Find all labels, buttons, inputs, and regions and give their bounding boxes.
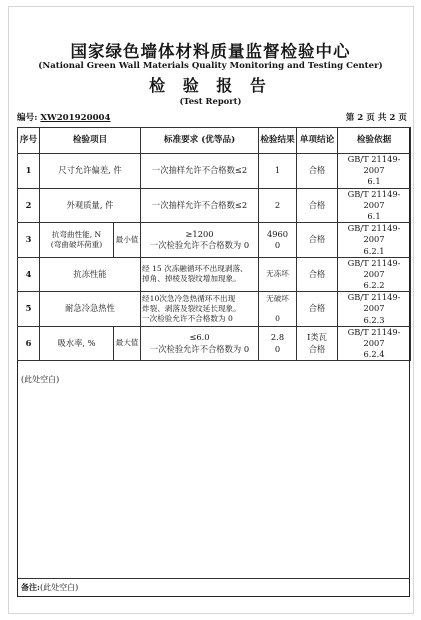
table-row bbox=[18, 292, 411, 327]
row-subitem: 最小值 bbox=[114, 223, 141, 258]
table-row bbox=[18, 326, 411, 361]
row-basis: GB/T 21149-2007 6.2.3 bbox=[338, 292, 411, 327]
report-title: 检 验 报 告 bbox=[149, 76, 272, 95]
row-requirement: 经10次急冷急热循环不出现 炸裂、剥落及裂纹延长现象。 一次检验允许不合格数为 0 bbox=[141, 292, 259, 327]
remarks-divider bbox=[17, 578, 410, 579]
header-basis: 检验依据 bbox=[338, 128, 411, 154]
row-seq: 5 bbox=[18, 292, 40, 327]
blank-note: (此处空白) bbox=[21, 375, 60, 384]
row-basis: GB/T 21149-2007 6.1 bbox=[338, 154, 411, 189]
row-seq: 6 bbox=[18, 326, 40, 361]
row-seq: 4 bbox=[18, 257, 40, 292]
org-name-cn: 国家绿色墙体材料质量监督检验中心 bbox=[70, 42, 351, 61]
row-basis: GB/T 21149-2007 6.2.1 bbox=[338, 223, 411, 258]
row-conclusion: Ⅰ类瓦 合格 bbox=[297, 326, 338, 361]
row-basis: GB/T 21149-2007 6.2.4 bbox=[338, 326, 411, 361]
row-subitem: 最大值 bbox=[114, 326, 141, 361]
row-conclusion: 合格 bbox=[297, 257, 338, 292]
row-item: 吸水率, % bbox=[40, 326, 114, 361]
row-conclusion: 合格 bbox=[297, 154, 338, 189]
row-result: 2.8 0 bbox=[259, 326, 297, 361]
row-result: 4960 0 bbox=[259, 223, 297, 258]
table-row bbox=[18, 154, 411, 189]
row-result: 无冻坏 bbox=[259, 257, 297, 292]
row-seq: 3 bbox=[18, 223, 40, 258]
page-info: 第 2 页 共 2 页 bbox=[345, 113, 407, 123]
row-item: 抗弯曲性能, N (弯曲破坏荷重) bbox=[40, 223, 114, 258]
report-title-en: (Test Report) bbox=[179, 96, 242, 106]
row-item: 抗冻性能 bbox=[40, 257, 141, 292]
row-item: 尺寸允许偏差, 件 bbox=[40, 154, 141, 189]
table-row bbox=[18, 188, 411, 223]
table-header-row bbox=[18, 128, 411, 154]
remarks-text: (此处空白) bbox=[39, 583, 79, 592]
row-requirement: 经 15 次冻融循环不出现剥落、 掉角、掉棱及裂纹增加现象。 bbox=[141, 257, 259, 292]
header-seq: 序号 bbox=[18, 128, 40, 154]
row-result: 1 bbox=[259, 154, 297, 189]
header-conclusion: 单项结论 bbox=[297, 128, 338, 154]
inspection-table bbox=[17, 127, 411, 361]
remarks bbox=[21, 582, 78, 593]
row-seq: 2 bbox=[18, 188, 40, 223]
row-conclusion: 合格 bbox=[297, 292, 338, 327]
row-requirement: ≤6.0 一次检验允许不合格数为 0 bbox=[141, 326, 259, 361]
row-result: 无破坏 0 bbox=[259, 292, 297, 327]
row-basis: GB/T 21149-2007 6.1 bbox=[338, 188, 411, 223]
row-conclusion: 合格 bbox=[297, 223, 338, 258]
org-name-en: (National Green Wall Materials Quality Monitoring and Testing Center) bbox=[38, 61, 383, 71]
row-seq: 1 bbox=[18, 154, 40, 189]
row-requirement: 一次抽样允许不合格数≤2 bbox=[141, 188, 259, 223]
row-conclusion: 合格 bbox=[297, 188, 338, 223]
report-number-label: 编号: bbox=[17, 113, 38, 123]
row-item: 外观质量, 件 bbox=[40, 188, 141, 223]
row-basis: GB/T 21149-2007 6.2.2 bbox=[338, 257, 411, 292]
table-row bbox=[18, 257, 411, 292]
header-result: 检验结果 bbox=[259, 128, 297, 154]
remarks-label: 备注: bbox=[21, 582, 40, 592]
row-result: 2 bbox=[259, 188, 297, 223]
header-requirement: 标准要求 (优等品) bbox=[141, 128, 259, 154]
table-row bbox=[18, 223, 411, 258]
report-number bbox=[17, 111, 111, 123]
row-requirement: 一次抽样允许不合格数≤2 bbox=[141, 154, 259, 189]
row-item: 耐急冷急热性 bbox=[40, 292, 141, 327]
report-number-value: XW201920004 bbox=[40, 113, 111, 123]
header-item: 检验项目 bbox=[40, 128, 141, 154]
row-requirement: ≥1200 一次检验允许不合格数为 0 bbox=[141, 223, 259, 258]
